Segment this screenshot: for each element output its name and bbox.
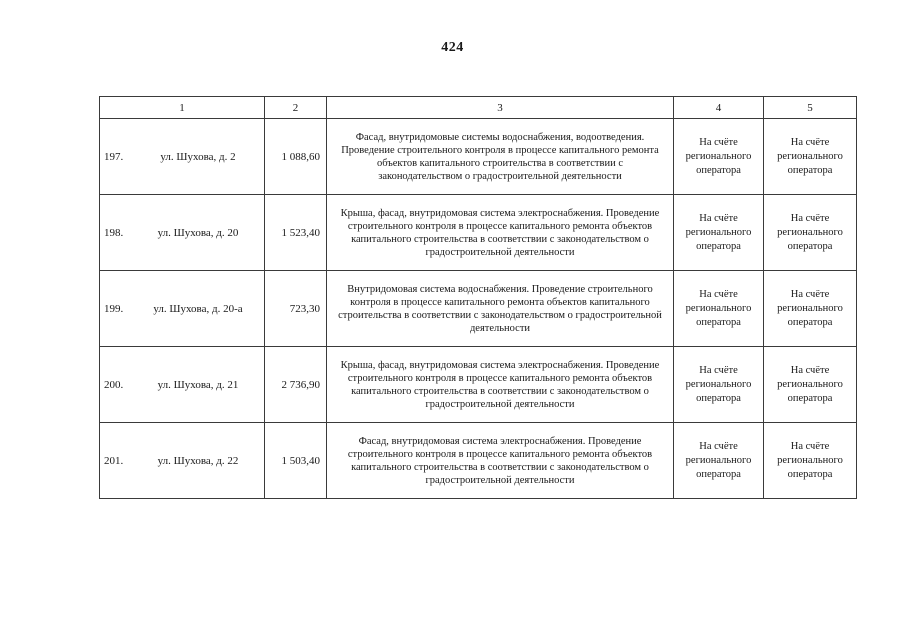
address-cell	[100, 347, 265, 423]
row-number: 200.	[104, 378, 124, 391]
address-cell	[100, 119, 265, 195]
works-description: Внутридомовая система водоснабжения. Проведение строительного контроля в процессе капитального ремонта объектов капитального строительства в соответствии с законодательством о градостроительной деятельности	[327, 271, 674, 347]
table-row	[100, 423, 857, 499]
address: ул. Шухова, д. 22	[157, 454, 239, 467]
address-cell	[100, 423, 265, 499]
funding-col-4: На счёте регионального оператора	[674, 423, 764, 499]
area-value: 2 736,90	[265, 347, 327, 423]
header-col-4: 4	[674, 97, 764, 119]
works-description: Фасад, внутридомовая система электроснабжения. Проведение строительного контроля в процессе капитального ремонта объектов капитального строительства в соответствии с законодательством о градостроительной деятельности	[327, 423, 674, 499]
funding-col-5: На счёте регионального оператора	[764, 195, 857, 271]
area-value: 1 088,60	[265, 119, 327, 195]
table-header-row	[100, 97, 857, 119]
header-col-3: 3	[327, 97, 674, 119]
address-cell	[100, 195, 265, 271]
address: ул. Шухова, д. 20-а	[153, 302, 243, 315]
works-description: Крыша, фасад, внутридомовая система электроснабжения. Проведение строительного контроля в процессе капитального ремонта объектов капитального строительства в соответствии с законодательством о градостроительной деятельности	[327, 195, 674, 271]
address: ул. Шухова, д. 21	[157, 378, 239, 391]
area-value: 1 503,40	[265, 423, 327, 499]
header-col-5: 5	[764, 97, 857, 119]
row-number: 201.	[104, 454, 124, 467]
row-number: 199.	[104, 302, 124, 315]
row-number: 197.	[104, 150, 124, 163]
table-row	[100, 195, 857, 271]
row-number: 198.	[104, 226, 124, 239]
funding-col-4: На счёте регионального оператора	[674, 347, 764, 423]
table-row	[100, 271, 857, 347]
address-cell	[100, 271, 265, 347]
funding-col-4: На счёте регионального оператора	[674, 271, 764, 347]
area-value: 1 523,40	[265, 195, 327, 271]
table-row	[100, 119, 857, 195]
funding-col-4: На счёте регионального оператора	[674, 119, 764, 195]
funding-col-5: На счёте регионального оператора	[764, 423, 857, 499]
funding-col-5: На счёте регионального оператора	[764, 271, 857, 347]
works-description: Фасад, внутридомовые системы водоснабжения, водоотведения. Проведение строительного контроля в процессе капитального ремонта объектов капитального строительства в соответствии с законодательством о градостроительной деятельности	[327, 119, 674, 195]
funding-col-5: На счёте регионального оператора	[764, 347, 857, 423]
address: ул. Шухова, д. 20	[157, 226, 239, 239]
funding-col-4: На счёте регионального оператора	[674, 195, 764, 271]
page-number: 424	[441, 40, 464, 55]
works-description: Крыша, фасад, внутридомовая система электроснабжения. Проведение строительного контроля в процессе капитального ремонта объектов капитального строительства в соответствии с законодательством о градостроительной деятельности	[327, 347, 674, 423]
capital-repair-table	[99, 96, 857, 499]
area-value: 723,30	[265, 271, 327, 347]
header-col-2: 2	[265, 97, 327, 119]
funding-col-5: На счёте регионального оператора	[764, 119, 857, 195]
address: ул. Шухова, д. 2	[160, 150, 236, 163]
table-row	[100, 347, 857, 423]
header-col-1: 1	[100, 97, 265, 119]
